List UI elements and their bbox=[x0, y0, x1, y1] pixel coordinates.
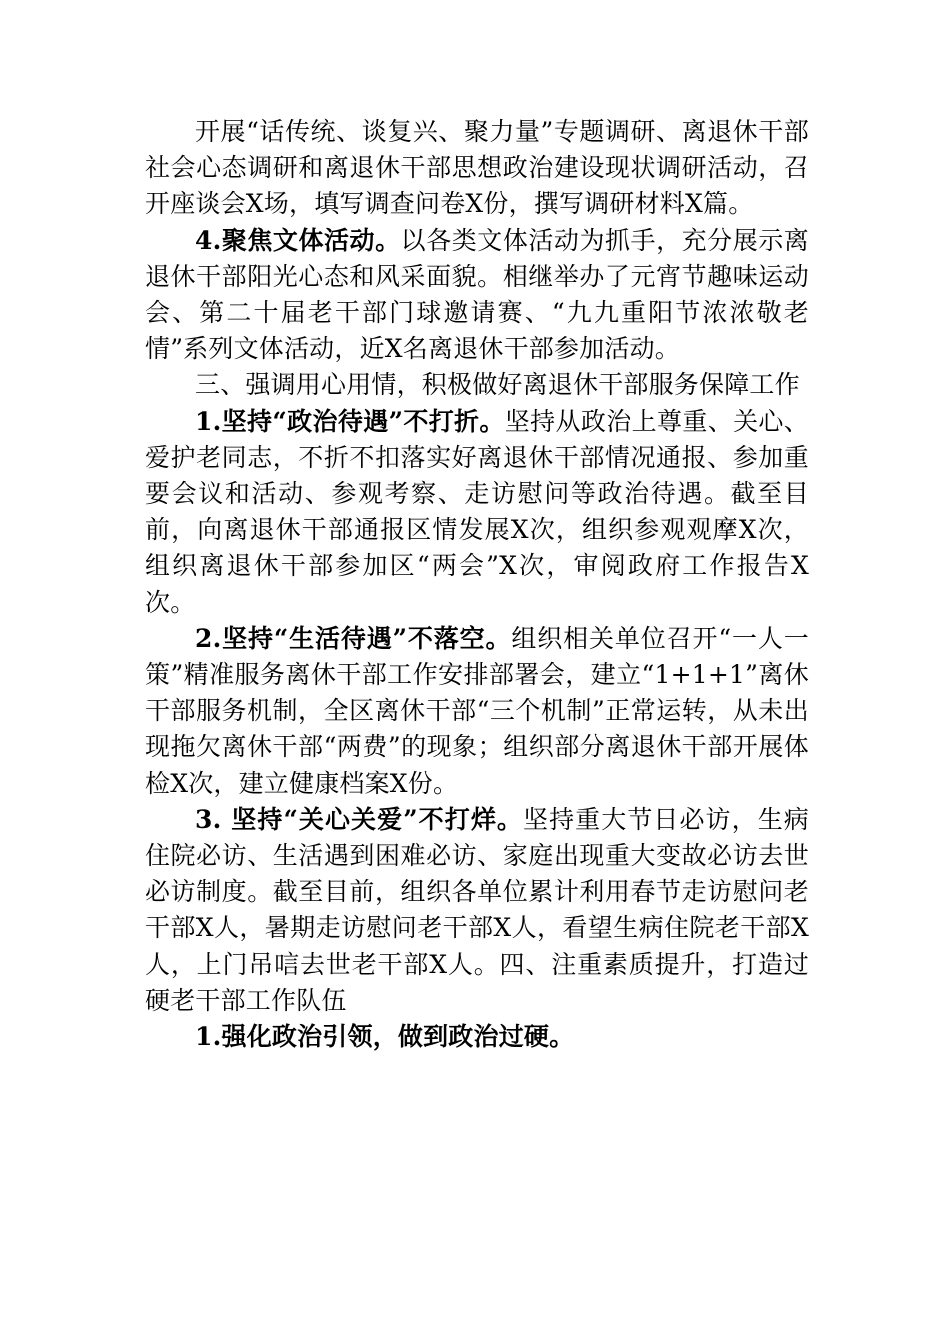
paragraph-lead: 2.坚持“生活待遇”不落空。 bbox=[195, 623, 512, 653]
paragraph-text: 组织相关单位召开“一人一策”精准服务离休干部工作安排部署会，建立“1+1+1”离休干部服务机制，全区离休干部“三个机制”正常运转，从未出现拖欠离休干部“两费”的现象；组织部分离退休干部开展体检X次，建立健康档案X份。 bbox=[145, 623, 809, 798]
paragraph-lead: 1.坚持“政治待遇”不打折。 bbox=[195, 406, 505, 436]
paragraph-text: 开展“话传统、谈复兴、聚力量”专题调研、离退休干部社会心态调研和离退休干部思想政治建设现状调研活动，召开座谈会X场，填写调查问卷X份，撰写调研材料X篇。 bbox=[145, 117, 809, 219]
paragraph-culture-sports bbox=[145, 223, 809, 368]
paragraph-lead: 4.聚焦文体活动。 bbox=[195, 225, 401, 255]
paragraph-living-treatment bbox=[145, 621, 809, 802]
paragraph-research bbox=[145, 114, 809, 223]
document-body bbox=[145, 114, 809, 1055]
section-heading-three bbox=[145, 367, 809, 403]
paragraph-text: 坚持重大节日必访，生病住院必访、生活遇到困难必访、家庭出现重大变故必访去世必访制度。截至目前，组织各单位累计利用春节走访慰问老干部X人，暑期走访慰问老干部X人，看望生病住院老干部X人，上门吊唁去世老干部X人。四、注重素质提升，打造过硬老干部工作队伍 bbox=[145, 804, 809, 1015]
paragraph-lead: 1.强化政治引领，做到政治过硬。 bbox=[195, 1022, 575, 1052]
paragraph-political-guidance bbox=[145, 1019, 809, 1055]
paragraph-lead: 3. 坚持“关心关爱”不打烊。 bbox=[195, 804, 523, 834]
paragraph-care bbox=[145, 802, 809, 1019]
paragraph-political-treatment bbox=[145, 404, 809, 621]
paragraph-text: 坚持从政治上尊重、关心、爱护老同志，不折不扣落实好离退休干部情况通报、参加重要会议和活动、参观考察、走访慰问等政治待遇。截至目前，向离退休干部通报区情发展X次，组织参观观摩X次，组织离退休干部参加区“两会”X次，审阅政府工作报告X次。 bbox=[145, 406, 809, 617]
paragraph-text: 以各类文体活动为抓手，充分展示离退休干部阳光心态和风采面貌。相继举办了元宵节趣味运动会、第二十届老干部门球邀请赛、“九九重阳节浓浓敬老情”系列文体活动，近X名离退休干部参加活动。 bbox=[145, 225, 810, 364]
section-heading-text: 三、强调用心用情，积极做好离退休干部服务保障工作 bbox=[195, 370, 800, 400]
